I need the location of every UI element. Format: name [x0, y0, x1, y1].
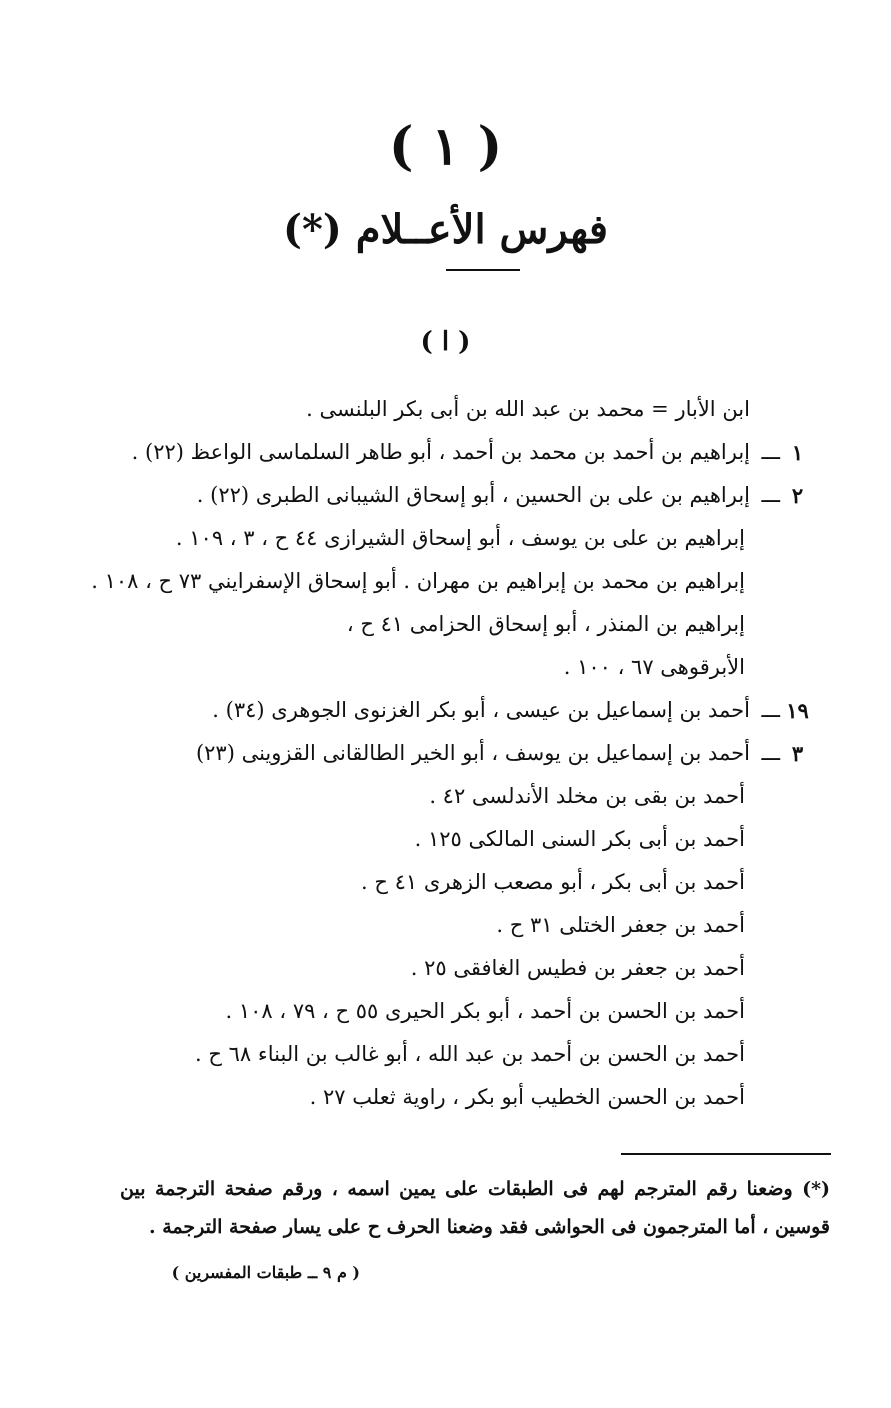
- entry-text: إبراهيم بن المنذر ، أبو إسحاق الحزامى ٤١ ح ،: [346, 612, 745, 636]
- entry-text: أحمد بن الحسن الخطيب أبو بكر ، راوية ثعلب ٢٧ .: [309, 1085, 745, 1109]
- index-entry: [100, 388, 760, 431]
- index-entry: [100, 689, 809, 732]
- index-entry: [100, 861, 760, 904]
- index-entry: [100, 904, 760, 947]
- index-entry: [100, 775, 760, 818]
- entry-number: ١٩: [786, 698, 809, 723]
- entry-dash: ـــ: [761, 698, 780, 722]
- entry-text: أحمد بن جعفر الختلى ٣١ ح .: [496, 913, 745, 937]
- entry-text: ابن الأبار = محمد بن عبد الله بن أبى بكر البلنسى .: [306, 397, 750, 421]
- index-entries: [91, 388, 809, 1119]
- entry-text: أحمد بن الحسن بن أحمد ، أبو بكر الحيرى ٥٥ ح ، ٧٩ ، ١٠٨ .: [225, 999, 745, 1023]
- index-entry: [100, 947, 760, 990]
- entry-number: ٢: [791, 483, 804, 508]
- index-entry: [100, 1033, 760, 1076]
- title-divider: [446, 269, 520, 271]
- entry-text: أحمد بن الحسن بن أحمد بن عبد الله ، أبو غالب بن البناء ٦٨ ح .: [195, 1042, 745, 1066]
- entry-text: إبراهيم بن على بن يوسف ، أبو إسحاق الشيرازى ٤٤ ح ، ٣ ، ١٠٩ .: [175, 526, 745, 550]
- index-entry: [100, 517, 760, 560]
- index-entry: [100, 431, 804, 474]
- entry-dash: ـــ: [761, 440, 780, 464]
- section-letter: ( ا ): [420, 327, 471, 357]
- entry-text: أحمد بن إسماعيل بن يوسف ، أبو الخير الطالقانى القزوينى (٢٣): [195, 741, 750, 765]
- printer-signature: ( م ٩ ــ طبقات المفسرين ): [171, 1263, 360, 1282]
- entry-dash: ـــ: [761, 741, 780, 765]
- index-entry: [100, 1076, 760, 1119]
- footnote: (*) وضعنا رقم المترجم لهم فى الطبقات على يمين اسمه ، ورقم صفحة الترجمة بين قوسين ، أما المترجمون فى الحواشى فقد وضعنا الحرف ح على يسار صفحة الترجمة .: [120, 1178, 830, 1238]
- page-title: فهرس الأعــلام (*): [283, 206, 608, 253]
- entry-text: أحمد بن جعفر بن فطيس الغافقى ٢٥ .: [410, 956, 745, 980]
- entry-text: إبراهيم بن على بن الحسين ، أبو إسحاق الشيبانى الطبرى (٢٢) .: [196, 483, 750, 507]
- page-number: ( ١ ): [388, 116, 503, 177]
- footnote-divider: [621, 1153, 831, 1155]
- index-entry: [100, 818, 760, 861]
- index-entry: [100, 732, 804, 775]
- index-entry: [100, 603, 760, 646]
- entry-text: أحمد بن إسماعيل بن عيسى ، أبو بكر الغزنوى الجوهرى (٣٤) .: [212, 698, 750, 722]
- entry-text: إبراهيم بن محمد بن إبراهيم بن مهران . أبو إسحاق الإسفرايني ٧٣ ح ، ١٠٨ .: [91, 569, 745, 593]
- index-entry: [100, 474, 804, 517]
- entry-text: أحمد بن بقى بن مخلد الأندلسى ٤٢ .: [429, 784, 745, 808]
- entry-text: الأبرقوهى ٦٧ ، ١٠٠ .: [563, 655, 745, 679]
- index-entry: [91, 560, 760, 603]
- entry-text: إبراهيم بن أحمد بن محمد بن أحمد ، أبو طاهر السلماسى الواعظ (٢٢) .: [131, 440, 750, 464]
- entry-dash: ـــ: [761, 483, 780, 507]
- entry-number: ١: [791, 440, 804, 465]
- entry-text: أحمد بن أبى بكر السنى المالكى ١٢٥ .: [414, 827, 745, 851]
- entry-text: أحمد بن أبى بكر ، أبو مصعب الزهرى ٤١ ح .: [360, 870, 745, 894]
- entry-number: ٣: [791, 741, 804, 766]
- index-entry: [100, 646, 760, 689]
- index-entry: [100, 990, 760, 1033]
